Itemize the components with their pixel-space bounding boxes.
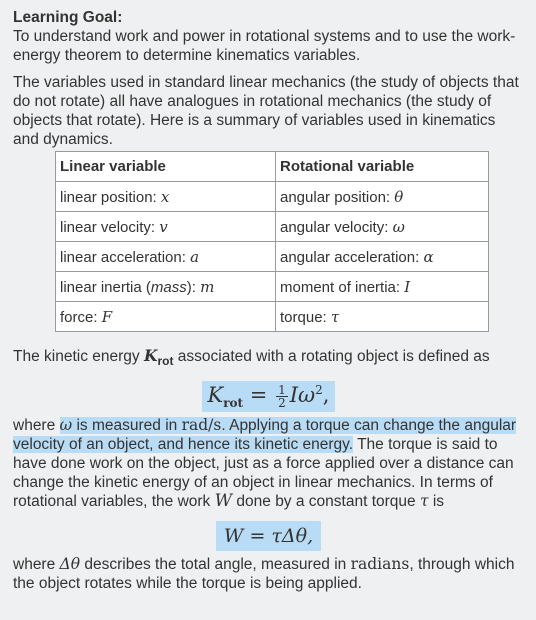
torque-paragraph: where ω is measured in rad/s. Applying a torque can change the angular velocity of an object, and hence its kinetic energy. The torque is said to have done work on the object, just as a force applied over a distance can change the kinetic energy of an object in linear mechanics. In terms of rotational variables, the work W done by a constant torque τ is: [13, 416, 517, 512]
one-half-fraction: $\frac{1}{2}$: [278, 383, 286, 411]
variables-table: [55, 151, 489, 332]
learning-goal-heading: Learning Goal:: [13, 9, 123, 26]
kinetic-energy-equation: $K_{rot}$ = $\frac{1}{2}$ $I\omega^2$,: [202, 381, 336, 412]
linear-cell: linear velocity: v: [56, 212, 276, 242]
kinetic-energy-text: The kinetic energy $K_{rot}$ associated with a rotating object is defined as: [13, 346, 490, 369]
table-row: [56, 242, 489, 272]
linear-cell: linear acceleration: a: [56, 242, 276, 272]
table-row: [56, 212, 489, 242]
header-linear: Linear variable: [56, 152, 276, 182]
rotational-cell: torque: τ: [276, 302, 489, 332]
rotational-cell: angular position: θ: [276, 182, 489, 212]
rotational-cell: angular velocity: ω: [276, 212, 489, 242]
work-equation: W = τΔθ,: [216, 521, 321, 551]
linear-cell: force: F: [56, 302, 276, 332]
table-row: [56, 272, 489, 302]
intro-text: The variables used in standard linear mechanics (the study of objects that do not rotate) all have analogues in rotational mechanics (the study of objects that rotate). Here is a summary of variables used in kinematics and dynamics.: [13, 74, 519, 148]
work-equation-row: [13, 521, 524, 551]
header-rotational: Rotational variable: [276, 152, 489, 182]
table-row: [56, 302, 489, 332]
kinetic-energy-equation-row: [13, 381, 524, 412]
goal-text: To understand work and power in rotational systems and to use the work-energy theorem to determine kinematics variables.: [13, 28, 516, 64]
linear-cell: linear inertia (mass): m: [56, 272, 276, 302]
linear-cell: linear position: x: [56, 182, 276, 212]
rotational-cell: moment of inertia: I: [276, 272, 489, 302]
table-header-row: [56, 152, 489, 182]
table-row: [56, 182, 489, 212]
rotational-cell: angular acceleration: α: [276, 242, 489, 272]
final-paragraph: where Δθ describes the total angle, measured in radians, through which the object rotates while the torque is being applied.: [13, 555, 515, 593]
